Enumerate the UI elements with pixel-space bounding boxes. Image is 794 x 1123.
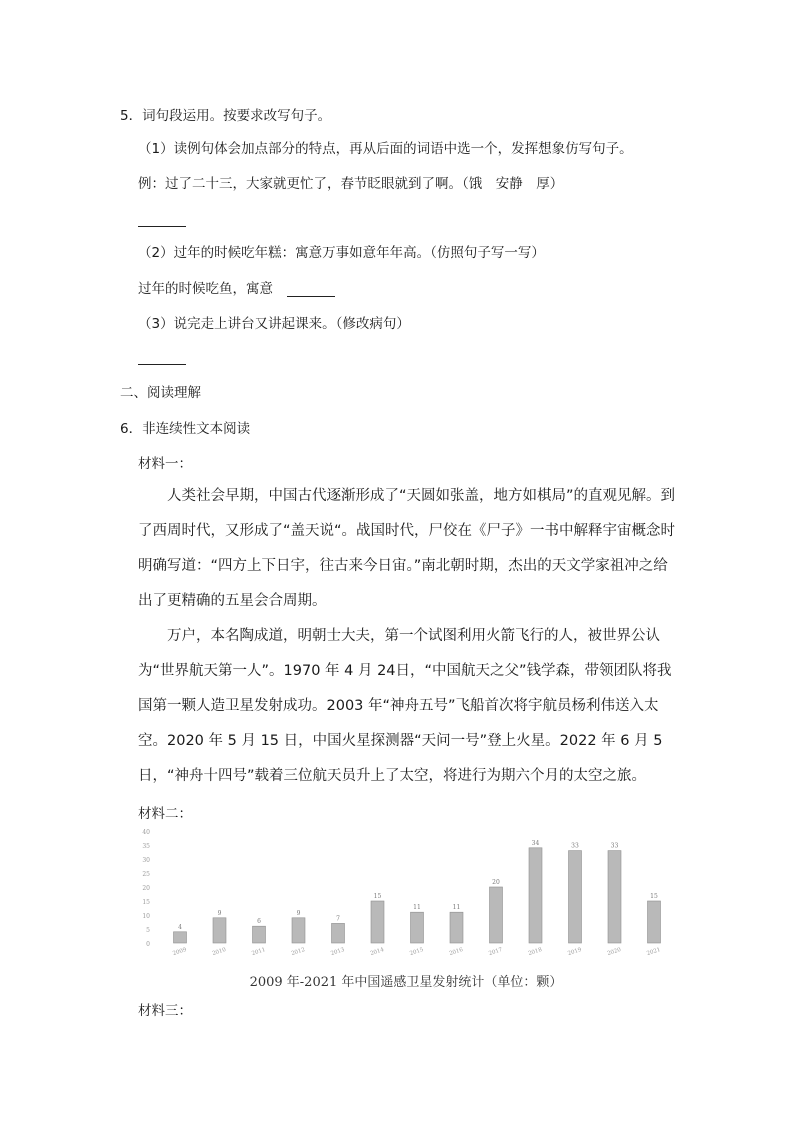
answer-blank-1[interactable] (138, 226, 186, 227)
material-1-label: 材料一： (138, 456, 192, 472)
x-tick-label: 2019 (567, 947, 583, 958)
x-tick-label: 2016 (448, 947, 464, 958)
q5-sub2: （2）过年的时候吃年糕：寓意万事如意年年高。（仿照句子写一写） (138, 245, 545, 261)
x-tick-label: 2012 (290, 947, 306, 958)
bar-2016 (450, 912, 463, 943)
y-tick-label: 5 (146, 927, 150, 934)
y-tick-label: 25 (142, 871, 150, 878)
y-tick-label: 35 (142, 843, 150, 850)
material-1-text-1: 人类社会早期，中国古代逐渐形成了“天圆如张盖，地方如棋局”的直观见解。到了西周时代，又形成了“盖天说“。战国时代，尸佼在《尸子》一书中解释宇宙概念时明确写道：“四方上下日宇，往古来今日宙。”南北朝时期，杰出的天文学家祖冲之给出了更精确的五星会合周期。 (138, 488, 676, 609)
answer-blank-2[interactable] (287, 296, 335, 297)
y-tick-label: 20 (142, 885, 150, 892)
x-tick-label: 2014 (369, 947, 385, 958)
q5-sub2-prompt: 过年的时候吃鱼，寓意 (138, 281, 273, 297)
bar-2009 (174, 932, 187, 943)
bar-value-label: 4 (178, 923, 182, 931)
bar-2013 (332, 923, 345, 943)
x-tick-label: 2020 (606, 947, 622, 958)
bar-value-label: 15 (373, 893, 382, 900)
bar-value-label: 7 (336, 915, 340, 923)
bar-group (142, 829, 661, 957)
bar-value-label: 6 (257, 918, 261, 926)
bar-2010 (213, 918, 226, 943)
q5-sub3: （3）说完走上讲台又讲起课来。（修改病句） (138, 316, 410, 332)
material-1-paragraph-2 (138, 619, 678, 794)
q6-title: 6．非连续性文本阅读 (120, 421, 251, 437)
x-tick-label: 2011 (251, 947, 267, 958)
section-heading: 二、阅读理解 (120, 385, 201, 401)
bar-2019 (569, 851, 582, 943)
q5-title: 5．词句段运用。按要求改写句子。 (120, 108, 332, 124)
bar-2015 (411, 912, 424, 943)
y-tick-label: 10 (142, 913, 150, 920)
satellite-bar-chart (136, 826, 676, 996)
bar-2020 (608, 851, 621, 943)
bar-value-label: 33 (571, 842, 579, 850)
y-tick-label: 15 (142, 899, 150, 906)
bar-value-label: 9 (296, 909, 301, 917)
bar-2018 (529, 848, 542, 943)
x-tick-label: 2015 (409, 947, 425, 958)
bar-value-label: 20 (492, 879, 500, 886)
chart-title: 2009 年-2021 年中国遥感卫星发射统计（单位：颗） (249, 975, 563, 990)
x-tick-label: 2013 (330, 947, 346, 958)
bar-2011 (253, 926, 266, 943)
material-3-label: 材料三： (138, 1003, 192, 1019)
bar-2012 (292, 918, 305, 943)
material-1-paragraph-1 (138, 479, 678, 619)
material-1-text-2: 万户，本名陶成道，明朝士大夫，第一个试图利用火箭飞行的人，被世界公认为“世界航天第一人”。1970 年 4 月 24日，“中国航天之父”钱学森，带领团队将我国第一颗人造卫星发射成功。2003 年“神舟五号”飞船首次将宇航员杨利伟送入太空。2020 年 5 月 15 日，中国火星探测器“天问一号”登上火星。2022 年 6 月 5 日，“神舟十四号”载着三位航天员升上了太空，将进行为期六个月的太空之旅。 (138, 628, 672, 784)
x-tick-label: 2017 (488, 947, 504, 958)
bar-value-label: 33 (610, 842, 619, 850)
x-tick-label: 2010 (211, 947, 227, 958)
answer-blank-3[interactable] (138, 364, 186, 365)
y-tick-label: 0 (146, 941, 150, 948)
bar-2017 (490, 887, 503, 943)
bar-value-label: 9 (217, 909, 222, 917)
bar-2014 (371, 901, 384, 943)
bar-2021 (648, 901, 661, 943)
bar-value-label: 11 (413, 904, 421, 912)
x-tick-label: 2021 (646, 947, 662, 958)
bar-value-label: 11 (452, 904, 461, 912)
material-2-label: 材料二： (138, 806, 192, 822)
x-tick-label: 2018 (527, 947, 543, 958)
y-tick-label: 40 (142, 829, 150, 836)
bar-value-label: 15 (650, 893, 658, 900)
x-tick-label: 2009 (172, 947, 188, 958)
y-tick-label: 30 (142, 857, 150, 864)
q5-sub1: （1）读例句体会加点部分的特点，再从后面的词语中选一个，发挥想象仿写句子。 (138, 141, 633, 157)
q5-example: 例：过了二十三，大家就更忙了，春节眨眼就到了啊。（饿 安静 厚） (138, 176, 564, 192)
bar-value-label: 34 (531, 839, 540, 847)
